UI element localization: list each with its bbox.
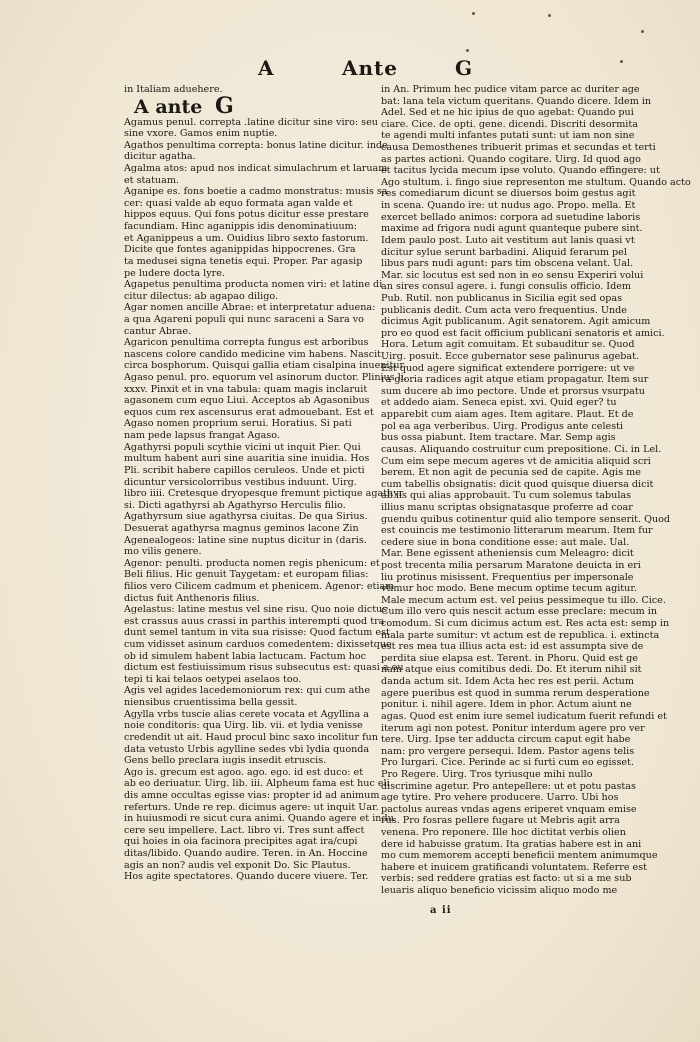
- column-text-line: nam: pro vergere persequi. Idem. Pastor agens telis: [381, 745, 635, 757]
- column-text-line: Hos agite spectatores. Quando ducere viuere. Ter.: [124, 871, 369, 883]
- column-text-line: Agylla vrbs tuscie alias cerete vocata et Agyllina a: [124, 708, 369, 720]
- column-text-line: liu protinus misissent. Frequentius per impersonale: [381, 571, 634, 583]
- column-text-line: res comediarum dicunt se diuersos boim gestus agit: [381, 188, 636, 200]
- column-text-line: mo vilis genere.: [124, 546, 202, 558]
- column-text-line: nascens colore candido medicine vim habens. Nascit: [124, 348, 381, 360]
- column-text-line: circa bosphorum. Quisqui gallia etiam cisalpina inuenitur.: [124, 360, 407, 372]
- column-text-line: et addedo aiam. Seneca epist. xvi. Quid eger? tu: [381, 397, 617, 409]
- column-text-line: pol ea aga verberibus. Uirg. Prodigus ante celesti: [381, 420, 624, 432]
- column-text-line: tepi ti kai telaos oetypei aselaos too.: [124, 673, 302, 685]
- column-text-line: Agaso penul. pro. equorum vel asinorum ductor. Plinius li.: [124, 372, 407, 384]
- column-text-line: apparebit cum aiam ages. Item agitare. Plaut. Et de: [381, 409, 634, 421]
- column-text-line: verbis: sed reddere gratias est facto: ut si a me sub: [381, 873, 632, 885]
- column-text-line: rus. Pro fosras pellere fugare ut Mebris agit arra: [381, 815, 620, 827]
- left-column: [124, 84, 407, 883]
- column-text-line: Agenealogeos: latine sine nuptus dicitur in (daris.: [124, 534, 367, 546]
- column-text-line: Pub. Rutil. non publicanus in Sicilia egit sed opas: [381, 292, 623, 304]
- column-text-line: cantur Abrae.: [124, 325, 192, 337]
- column-text-line: dicitur sylue serunt barbadini. Aliquid ferarum pel: [381, 246, 627, 258]
- column-text-line: data vetusto Urbis agylline sedes vbi lydia quonda: [124, 743, 370, 755]
- column-text-line: as partes actioni. Quando cogitare. Uirg. Id quod ago: [381, 153, 641, 165]
- column-text-line: hippos equus. Qui fons potus dicitur esse prestare: [124, 209, 369, 221]
- column-text-line: agere pueribus est quod in summa rerum desperatione: [381, 687, 650, 699]
- column-text-line: Cum eim sepe mecum ageres vt de amicitia aliquid scri: [381, 455, 651, 467]
- column-text-line: equos cum rex ascensurus erat admouebant. Est et: [124, 406, 374, 418]
- column-text-line: Ago stultum. i. fingo siue representon me stultum. Quando acto: [381, 176, 691, 188]
- column-text-line: tere. Uirg. Ipse ter adducta circum caput egit habe: [381, 734, 631, 746]
- column-text-line: citur dilectus: ab agapao diligo.: [124, 290, 279, 302]
- column-text-line: in An. Primum hec pudice vitam parce ac duriter age: [381, 84, 640, 95]
- column-text-line: in huiusmodi re sicut cura animi. Quando agere et indu: [124, 813, 394, 825]
- column-text-line: et statuam.: [124, 174, 179, 186]
- column-text-line: comodum. Si cum dicimus actum est. Res acta est: semp in: [381, 618, 670, 630]
- column-text-line: Agapetus penultima producta nomen viri: et latine di: [124, 279, 383, 291]
- column-text-line: cere seu impellere. Lact. libro vi. Tres sunt affect: [124, 824, 365, 836]
- column-text-line: noie conditoris: qua Uirg. lib. vii. et lydia venisse: [124, 720, 363, 732]
- section-heading-letter: A: [134, 95, 149, 118]
- column-text-line: credendit ut ait. Haud procul binc saxo incolitur fun: [124, 731, 379, 743]
- column-text-line: Aganipe es. fons boetie a cadmo monstratus: musis sa: [124, 186, 388, 198]
- column-text-line: xxxv. Pinxit et in vna tabula: quam magis inclaruit: [124, 383, 368, 395]
- column-text-line: agis an non? audis vel exponit Do. Sic Plautus.: [124, 859, 351, 871]
- column-text-line: Agaso nomen proprium serui. Horatius. Si pati: [124, 418, 352, 430]
- column-text-line: Agis vel agides lacedemoniorum rex: qui cum athe: [124, 685, 371, 697]
- column-text-line: ob id simulem habent labia lactucam. Factum hoc: [124, 650, 367, 662]
- column-text-line: dicimus Agit publicanum. Agit senatorem. Agit amicum: [381, 316, 651, 328]
- column-text-line: maxime ad frigora nudi agunt quanteque pubere sint.: [381, 223, 643, 235]
- column-text-line: est couincis me testimonio litterarum mearum. Item fur: [381, 525, 653, 537]
- column-text-line: facundiam. Hinc aganippis idis denominatiuum:: [124, 221, 358, 233]
- column-text-line: Agalma atos: apud nos indicat simulachrum et laruam: [124, 163, 388, 175]
- column-text-line: Ago is. grecum est agoo. ago. ego. id est duco: et: [124, 766, 364, 778]
- column-text-line: Agamus penul. correpta .latine dicitur sine viro: seu: [124, 116, 378, 128]
- column-text-line: Gens bello preclara iugis insedit etruscis.: [124, 755, 327, 767]
- column-text-line: Idem paulo post. Luto ait vestitum aut lanis quasi vt: [381, 234, 635, 246]
- page-speck: [466, 49, 469, 52]
- column-text-line: discrimine agetur. Pro antepellere: ut et potu pastas: [381, 780, 636, 792]
- column-text-line: libro iiii. Cretesque dryopesque fremunt pictique agathyr: [124, 488, 404, 500]
- column-text-line: ta medusei signa tenetis equi. Proper. Par agasip: [124, 255, 363, 267]
- column-text-line: est crassus auus crassi in parthis interempti quod tra: [124, 615, 385, 627]
- column-text-line: bus ossa piabunt. Item tractare. Mar. Semp agis: [381, 432, 616, 444]
- left-column-body: [124, 116, 407, 883]
- column-text-line: venena. Pro reponere. Ille hoc dictitat verbis olien: [381, 827, 626, 838]
- column-text-line: mala parte sumitur: vt actum est de republica. i. extincta: [381, 629, 660, 641]
- column-text-line: Pro Regere. Uirg. Tros tyriusque mihi nullo: [381, 768, 593, 780]
- column-text-line: Hora. Letum agit comuitam. Et subauditur se. Quod: [381, 339, 635, 351]
- catchword: a ii: [430, 905, 452, 916]
- column-text-line: ab iis qui alias approbauit. Tu cum solemus tabulas: [381, 490, 632, 502]
- column-text-line: et tacitus lycida mecum ipse voluto. Quando effingere: ut: [381, 165, 660, 177]
- column-text-line: Adel. Sed et ne hic ipius de quo agebat: Quando pui: [381, 107, 634, 119]
- column-text-line: iterum agi non potest. Ponitur interdum agere pro ver: [381, 722, 645, 734]
- column-text-line: Cum illo vero quis nescit actum esse preclare: mecum in: [381, 606, 658, 618]
- column-text-line: niensibus cruentissima bella gessit.: [124, 697, 298, 709]
- column-text-line: publicanis dedit. Cum acta vero frequentius. Unde: [381, 304, 627, 316]
- column-text-line: Agaricon penultima correpta fungus est arboribus: [124, 337, 369, 349]
- column-text-line: perdita siue elapsa est. Terent. in Phoru. Quid est ge: [381, 652, 638, 664]
- column-text-line: sine vxore. Gamos enim nuptie.: [124, 128, 278, 140]
- column-text-line: Pro Iurgari. Cice. Perinde ac si furti cum eo egisset.: [381, 757, 634, 769]
- column-text-line: dictum est festiuissimum risus subsecutus est: quasi a ou: [124, 662, 404, 674]
- column-text-line: dicitur agatha.: [124, 151, 196, 163]
- column-text-line: ab eo deriuatur. Uirg. lib. iii. Alpheum fama est huc eli: [124, 778, 390, 790]
- column-text-line: a qua Agareni populi qui nunc saraceni a Sara vo: [124, 313, 364, 325]
- column-text-line: dicuntur versicolorribus vestibus induunt. Uirg.: [124, 476, 357, 488]
- column-text-line: Uirg. posuit. Ecce gubernator sese palinurus agebat.: [381, 351, 640, 363]
- column-text-line: leuaris aliquo beneficio vicissim aliquo modo me: [381, 885, 618, 897]
- column-text-line: causas. Aliquando costruitur cum prepositione. Ci. in Lel.: [381, 443, 662, 455]
- column-text-line: libus pars nudi agunt: pars tim obscena velant. Ual.: [381, 258, 634, 270]
- column-text-line: Beli filius. Hic genuit Taygetam: et europam filias:: [124, 569, 369, 581]
- column-text-line: Dicite que fontes aganippidas hippocrenes. Gra: [124, 244, 356, 256]
- column-text-line: ciare. Cice. de opti. gene. dicendi. Discriti desormita: [381, 118, 638, 130]
- column-text-line: in Italiam aduehere.: [124, 84, 223, 95]
- column-text-line: dunt semel tantum in vita sua risisse: Quod factum est: [124, 627, 390, 639]
- column-text-line: cum vidisset asinum carduos comedentem: dixissetque: [124, 639, 392, 651]
- column-text-line: agas. Quod est enim iure semel iudicatum fuerit refundi et: [381, 710, 667, 722]
- column-text-line: vtimur hoc modo. Bene mecum optime tecum agitur.: [381, 583, 637, 595]
- column-text-line: Agathos penultima correpta: bonus latine dicitur. inde: [124, 139, 388, 151]
- column-text-line: berem. Et non agit de pecunia sed de capite. Agis me: [381, 467, 641, 479]
- column-text-line: pactolus aureas vndas agens eriperet vnquam emise: [381, 803, 637, 815]
- running-head: [120, 56, 600, 86]
- column-text-line: et Aganippeus a um. Ouidius libro sexto fastorum.: [124, 232, 369, 244]
- column-text-line: age tytire. Pro vehere producere. Uarro. Ubi hos: [381, 792, 619, 804]
- column-text-line: ditas/libido. Quando audire. Teren. in An. Hoccine: [124, 848, 368, 859]
- page-speck: [620, 60, 623, 63]
- column-text-line: Agathyrsum siue agathyrsa ciuitas. De qua Sirius.: [124, 511, 368, 523]
- column-text-line: danda actum sit. Idem Acta hec res est perii. Actum: [381, 676, 634, 688]
- column-text-line: cer: quasi valde ab equo formata agan valde et: [124, 197, 353, 209]
- column-text-line: Pli. scribit habere capillos ceruleos. Unde et picti: [124, 464, 365, 476]
- column-text-line: in scena. Quando ire: ut nudus ago. Propo. mella. Et: [381, 200, 636, 212]
- column-text-line: cedere siue in bona conditione esse: aut male. Ual.: [381, 536, 630, 548]
- column-text-line: multum habent auri sine auaritia sine inuidia. Hos: [124, 453, 370, 465]
- column-text-line: illius manu scriptas obsignatasque proferre ad coar: [381, 501, 633, 513]
- column-text-line: pe ludere docta lyre.: [124, 267, 225, 279]
- column-text-line: exercet bellado animos: corpora ad suetudine laboris: [381, 211, 641, 223]
- column-text-line: sum ducere ab imo pectore. Unde et prorsus vsurpatu: [381, 385, 645, 397]
- column-text-line: referturs. Unde re rep. dicimus agere: ut inquit Uar.: [124, 801, 379, 813]
- column-text-line: mo cum memorem accepti beneficii mentem animumque: [381, 850, 658, 862]
- column-text-line: Male mecum actum est. vel peius pessimeque tu illo. Cice.: [381, 594, 666, 606]
- column-text-line: te agendi multi infantes putati sunt: ut iam non sine: [381, 130, 635, 142]
- running-head-word: Ante: [342, 56, 399, 80]
- section-heading: [124, 92, 376, 119]
- column-text-line: habere et inuicem gratificandi voluntatem. Referre est: [381, 861, 648, 873]
- column-text-line: post trecenta milia persarum Maratone deuicta in eri: [381, 559, 641, 571]
- column-text-line: qui hoies in oia facinora precipites agat ira/cupi: [124, 836, 358, 848]
- column-text-line: si. Dicti agathyrsi ab Agathyrso Herculis filio.: [124, 499, 346, 511]
- column-text-line: Desuerat agathyrsa magnus geminos lacone Zin: [124, 522, 359, 534]
- page-speck: [641, 30, 644, 33]
- column-text-line: nam pede lapsus frangat Agaso.: [124, 430, 280, 442]
- column-text-line: Mar. sic locutus est sed non in eo sensu Experiri volui: [381, 269, 644, 281]
- column-text-line: ra gloria radices agit atque etiam propagatur. Item sur: [381, 374, 649, 386]
- column-text-line: Agelastus: latine mestus vel sine risu. Quo noie dictus: [124, 604, 388, 616]
- section-heading-mark: G: [215, 92, 234, 119]
- column-text-line: Agathyrsi populi scythie vicini ut inquit Pier. Qui: [124, 441, 361, 453]
- column-text-line: dictus fuit Anthenoris filius.: [124, 592, 260, 604]
- column-text-line: guendu quibus cotinentur quid alio tempore senserit. Quod: [381, 513, 671, 525]
- page-speck: [472, 12, 475, 15]
- column-text-line: dere id habuisse gratum. Ita gratias habere est in ani: [381, 838, 642, 850]
- column-text-line: nam atque eius comitibus dedi. Do. Et iterum nihil sit: [381, 664, 642, 676]
- column-text-line: Est quod agere significat extendere porrigere: ut ve: [381, 362, 635, 374]
- column-text-line: filios vero Cilicem cadmum et phenicem. Agenor: etiam: [124, 580, 395, 592]
- column-text-line: an sires consul agere. i. fungi consulis officio. Idem: [381, 281, 632, 293]
- running-head-mark: G: [455, 56, 474, 80]
- column-text-line: pro eo quod est facit officium publicani senatoris et amici.: [381, 327, 665, 339]
- section-heading-word: ante: [155, 95, 203, 118]
- page-speck: [548, 14, 551, 17]
- column-text-line: Agenor: penulti. producta nomen regis phenicum: et: [124, 557, 380, 569]
- column-text-line: Mar. Bene egissent atheniensis cum Meleagro: dicit: [381, 548, 634, 560]
- column-text-line: cum tabellis obsignatis: dicit quod quisque diuersa dicit: [381, 478, 654, 490]
- running-head-letter: A: [258, 56, 275, 80]
- column-text-line: est res mea tua illius acta est: id est assumpta sive de: [381, 641, 644, 653]
- column-text-line: ponitur. i. nihil agere. Idem in phor. Actum aiunt ne: [381, 699, 632, 711]
- column-text-line: dis amne occultas egisse vias: propter id ad animum: [124, 789, 380, 801]
- column-text-line: causa Demosthenes tribuerit primas et secundas et terti: [381, 142, 656, 154]
- column-text-line: bat: lana tela victum queritans. Quando dicere. Idem in: [381, 95, 652, 107]
- column-text-line: agasonem cum equo Liui. Acceptos ab Agasonibus: [124, 395, 370, 407]
- right-column: [381, 84, 691, 897]
- column-text-line: Agar nomen ancille Abrae: et interpretatur aduena:: [124, 302, 376, 314]
